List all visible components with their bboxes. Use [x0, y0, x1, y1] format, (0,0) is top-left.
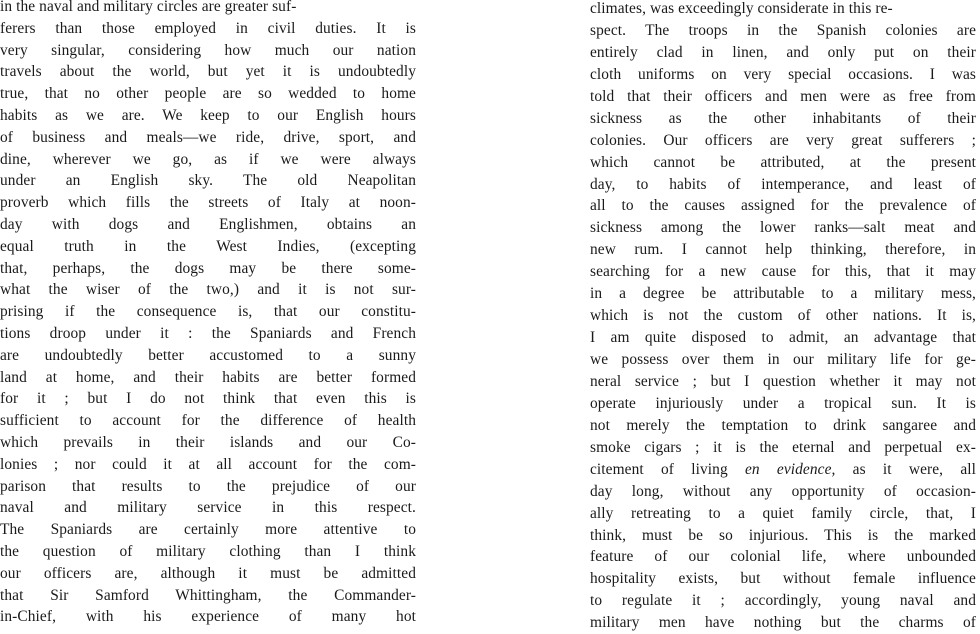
text-line: spect. The troops in the Spanish colonies are: [590, 21, 976, 39]
text-line: for it ; but I do not think that even this is: [0, 390, 416, 408]
text-line: equal truth in the West Indies, (excepting: [0, 237, 416, 255]
text-line: all to the causes assigned for the prevalence of: [590, 197, 976, 215]
text-line: military men have nothing but the charms of: [590, 614, 976, 632]
text-line: colonies. Our officers are very great sufferers ;: [590, 131, 976, 149]
text-line: entirely clad in linen, and only put on their: [590, 43, 976, 61]
text-line: habits as we are. We keep to our English hours: [0, 106, 416, 124]
text-line: true, that no other people are so wedded to home: [0, 85, 416, 103]
text-line: told that their officers and men were as free from: [590, 87, 976, 105]
text-line: day long, without any opportunity of occasion-: [590, 482, 976, 500]
text-line: sufficient to account for the difference of health: [0, 412, 416, 430]
italic-phrase: en evidence,: [744, 460, 836, 478]
text-line: think, must be so injurious. This is the marked: [590, 526, 976, 544]
text-line: dine, wherever we go, as if we were always: [0, 150, 416, 168]
text-line: searching for a new cause for this, that it may: [590, 263, 976, 281]
text-line: we possess over them in our military life for ge-: [590, 351, 976, 368]
text-line: in-Chief, with his experience of many hot: [0, 608, 416, 626]
text-line: ally retreating to a quiet family circle, that, I: [590, 504, 976, 522]
text-line: sickness as the other inhabitants of their: [590, 109, 976, 127]
text-line: in the naval and military circles are greater suf-: [0, 0, 297, 15]
text-line: new rum. I cannot help thinking, therefore, in: [590, 241, 976, 259]
text-fragment: citement of living: [590, 460, 745, 478]
left-page: [0, 0, 416, 626]
text-line: that Sir Samford Whittingham, the Commander-: [0, 586, 416, 604]
text-line: not merely the temptation to drink sangaree and: [590, 416, 976, 434]
text-line: cloth uniforms on very special occasions. I was: [590, 65, 976, 83]
right-text-column: [590, 0, 976, 634]
text-line: to regulate it ; accordingly, young naval and: [590, 592, 976, 610]
text-line: that, perhaps, the dogs may be there some-: [0, 259, 416, 277]
text-line: climates, was exceedingly considerate in this re-: [590, 0, 893, 17]
text-line: the question of military clothing than I think: [0, 542, 416, 560]
text-line: travels about the world, but yet it is undoubtedly: [0, 63, 416, 81]
text-line: under an English sky. The old Neapolitan: [0, 172, 416, 190]
text-line: [590, 459, 976, 481]
text-line: sickness among the lower ranks—salt meat and: [590, 219, 976, 237]
text-line: day, to habits of intemperance, and least of: [590, 175, 976, 193]
text-line: operate injuriously under a tropical sun. It is: [590, 394, 976, 412]
text-line: our officers are, although it must be admitted: [0, 564, 416, 582]
text-line: land at home, and their habits are better formed: [0, 368, 416, 386]
text-line: neral service ; but I question whether it may not: [590, 372, 976, 390]
text-line: very singular, considering how much our nation: [0, 41, 416, 59]
text-line: what the wiser of the two,) and it is not sur-: [0, 281, 416, 299]
text-line: smoke cigars ; it is the eternal and perpetual ex-: [590, 438, 976, 456]
text-line: of business and meals—we ride, drive, sport, and: [0, 128, 416, 146]
text-line: tions droop under it : the Spaniards and French: [0, 324, 416, 342]
text-line: I am quite disposed to admit, an advantage that: [590, 329, 976, 347]
text-line: The Spaniards are certainly more attentive to: [0, 521, 416, 539]
text-line: day with dogs and Englishmen, obtains an: [0, 215, 416, 233]
text-line: naval and military service in this respect.: [0, 499, 416, 517]
text-line: which prevails in their islands and our Co-: [0, 433, 416, 451]
text-line: lonies ; nor could it at all account for the com-: [0, 455, 416, 473]
text-line: proverb which fills the streets of Italy at noon-: [0, 194, 416, 212]
text-line: ferers than those employed in civil duties. It is: [0, 19, 416, 37]
text-line: which is not the custom of other nations. It is,: [590, 307, 976, 325]
left-text-column: [0, 0, 416, 628]
text-line: are undoubtedly better accustomed to a sunny: [0, 346, 416, 364]
text-line: hospitality exists, but without female influence: [590, 570, 976, 588]
text-line: in a degree be attributable to a military mess,: [590, 285, 976, 303]
text-line: feature of our colonial life, where unbounded: [590, 548, 976, 566]
page-gutter: [416, 0, 590, 612]
text-line: prising if the consequence is, that our constitu-: [0, 303, 416, 321]
text-line: parison that results to the prejudice of our: [0, 477, 416, 495]
right-page: [590, 0, 976, 632]
text-line: which cannot be attributed, at the present: [590, 153, 976, 171]
text-fragment: as it were, all: [835, 460, 976, 478]
